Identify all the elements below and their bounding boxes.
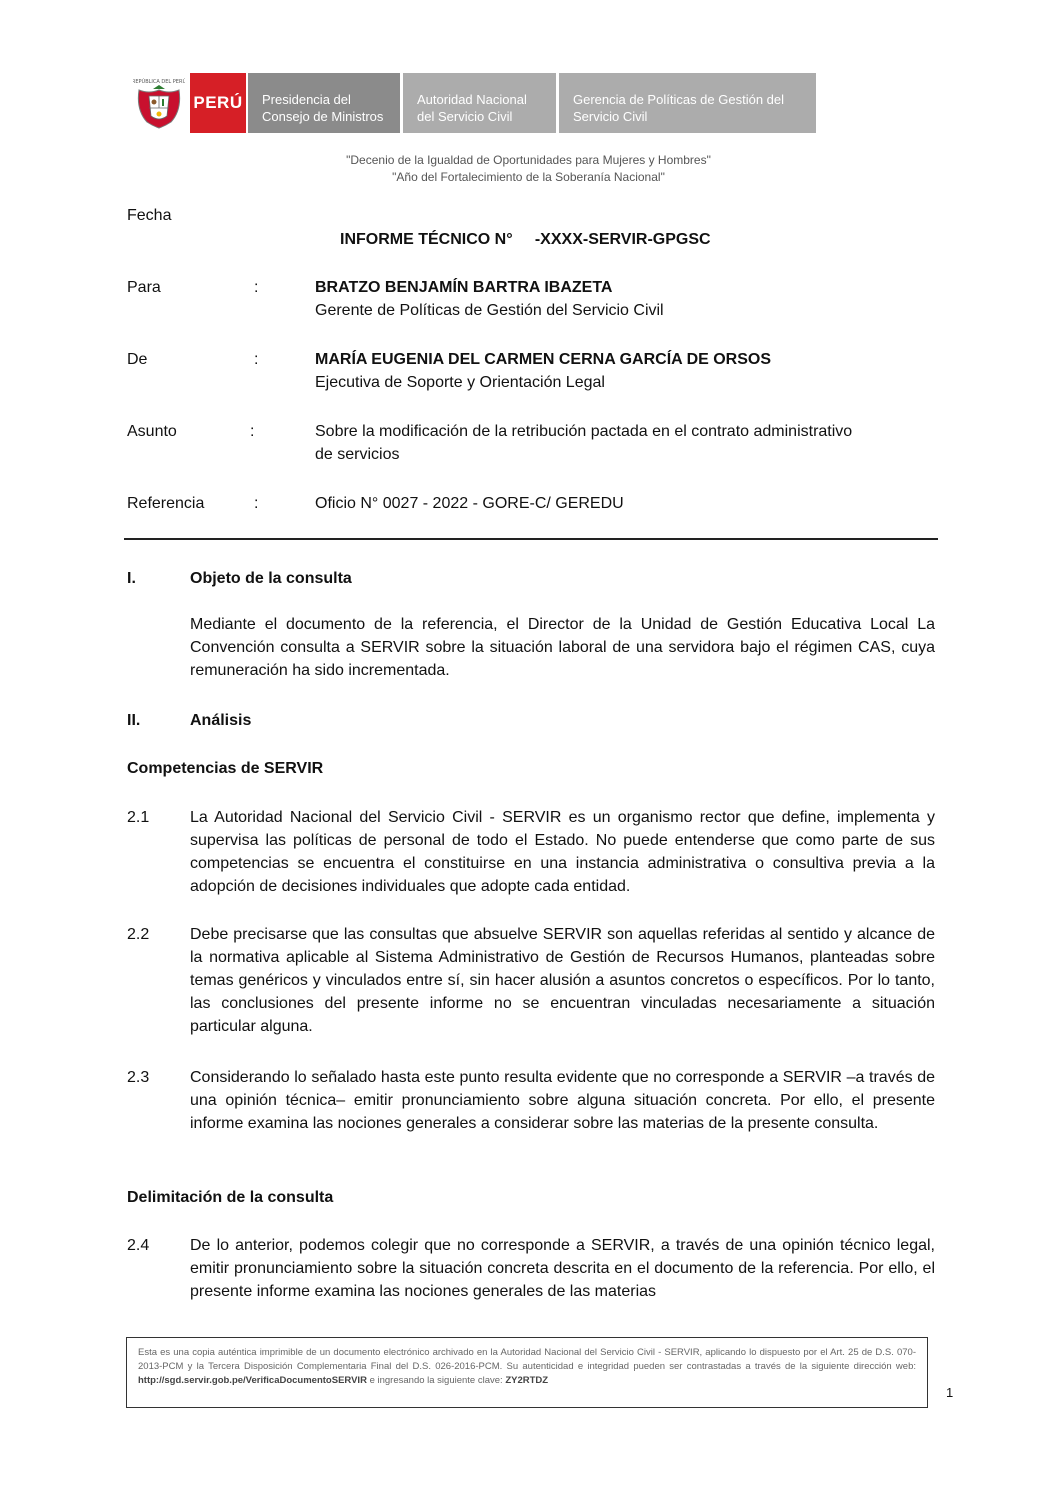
de-name: MARÍA EUGENIA DEL CARMEN CERNA GARCÍA DE ORSOS [315,351,772,368]
fecha-label: Fecha [127,207,172,224]
header-box-line: Gerencia de Políticas de Gestión del [573,92,785,107]
referencia-label: Referencia [127,495,205,512]
header-box-line: Servicio Civil [573,109,648,124]
colon: : [250,423,255,440]
peru-brand-logo: PERÚ [190,73,246,133]
subheading-delimitacion: Delimitación de la consulta [127,1189,334,1206]
authenticity-text: e ingresando la siguiente clave: [366,1375,506,1386]
header-box-gpgsc [559,73,816,133]
svg-text:REPÚBLICA DEL PERÚ: REPÚBLICA DEL PERÚ [133,79,185,85]
colon: : [254,279,259,296]
de-role: Ejecutiva de Soporte y Orientación Legal [315,374,605,391]
paragraph-number: 2.4 [127,1237,150,1254]
section-1-number: I. [127,570,136,587]
header-box-servir [403,73,556,133]
verification-url[interactable]: http://sgd.servir.gob.pe/VerificaDocumentoSERVIR [138,1375,367,1386]
paragraph-2-3: Considerando lo señalado hasta este punto resulta evidente que no corresponde a SERVIR –a través de una opinión técnica– emitir pronunciamiento sobre alguna situación concreta. Por ello, el presente informe examina las nociones generales a considerar sobre las materias de la presente consulta. [190,1069,935,1132]
para-role: Gerente de Políticas de Gestión del Servicio Civil [315,302,664,319]
header-box-pcm [248,73,400,133]
document-title: INFORME TÉCNICO N° -XXXX-SERVIR-GPGSC [340,231,711,248]
paragraph-number: 2.3 [127,1069,150,1086]
motto-line-1: "Decenio de la Igualdad de Oportunidades para Mujeres y Hombres" [346,153,711,167]
para-label: Para [127,279,161,296]
header-box-line: Consejo de Ministros [262,109,384,124]
colon: : [254,351,259,368]
asunto-line-1: Sobre la modificación de la retribución pactada en el contrato administrativo [315,423,853,440]
header-box-line: Autoridad Nacional [417,92,527,107]
referencia-value: Oficio N° 0027 - 2022 - GORE-C/ GEREDU [315,495,624,512]
section-1-title: Objeto de la consulta [190,570,352,587]
colon: : [254,495,259,512]
asunto-label: Asunto [127,423,177,440]
de-label: De [127,351,148,368]
section-2-number: II. [127,712,141,729]
peru-coat-of-arms-logo [133,76,185,131]
asunto-line-2: de servicios [315,446,400,463]
verification-key: ZY2RTDZ [505,1375,549,1386]
section-2-title: Análisis [190,712,252,729]
header-box-line: Presidencia del [262,92,351,107]
authenticity-notice [126,1337,928,1408]
paragraph-2-2: Debe precisarse que las consultas que absuelve SERVIR son aquellas referidas al sentido y alcance de la normativa aplicable al Sistema Administrativo de Gestión de Recursos Humanos, planteadas sobre temas genéricos y vinculados entre sí, sin hacer alusión a asuntos concretos o específicos. Por lo tanto, las conclusiones del presente informe no se encuentran vinculadas necesariamente a situación particular alguna. [190,926,935,1035]
page-number: 1 [946,1385,954,1400]
paragraph-number: 2.2 [127,926,150,943]
header-divider [124,538,938,540]
header-box-line: del Servicio Civil [417,109,513,124]
motto-line-2: "Año del Fortalecimiento de la Soberanía Nacional" [392,170,665,184]
subheading-competencias: Competencias de SERVIR [127,760,324,777]
paragraph-2-4: De lo anterior, podemos colegir que no corresponde a SERVIR, a través de una opinión técnico legal, emitir pronunciamiento sobre la situación concreta descrita en el documento de la referencia. Por ello, el presente informe examina las nociones generales de las materias [190,1237,935,1300]
section-1-text: Mediante el documento de la referencia, el Director de la Unidad de Gestión Educativa Local La Convención consulta a SERVIR sobre la situación laboral de una servidora bajo el régimen CAS, cuya remuneración ha sido incrementada. [190,616,935,679]
para-name: BRATZO BENJAMÍN BARTRA IBAZETA [315,279,613,296]
authenticity-text: Esta es una copia auténtica imprimible de un documento electrónico archivado en la Autoridad Nacional del Servicio Civil - SERVIR, aplicando lo dispuesto por el Art. 25 de D.S. 070-2013-PCM y la Tercera Disposición Complementaria Final del D.S. 026-2016-PCM. Su autenticidad e integridad pueden ser contrastadas a través de la siguiente dirección web: [138,1347,916,1372]
paragraph-number: 2.1 [127,809,150,826]
paragraph-2-1: La Autoridad Nacional del Servicio Civil - SERVIR es un organismo rector que define, implementa y supervisa las políticas de personal de todo el Estado. No puede entenderse que como parte de sus competencias se encuentra el constituirse en una instancia administrativa o consultiva previa a la adopción de decisiones individuales que adopte cada entidad. [190,809,935,895]
